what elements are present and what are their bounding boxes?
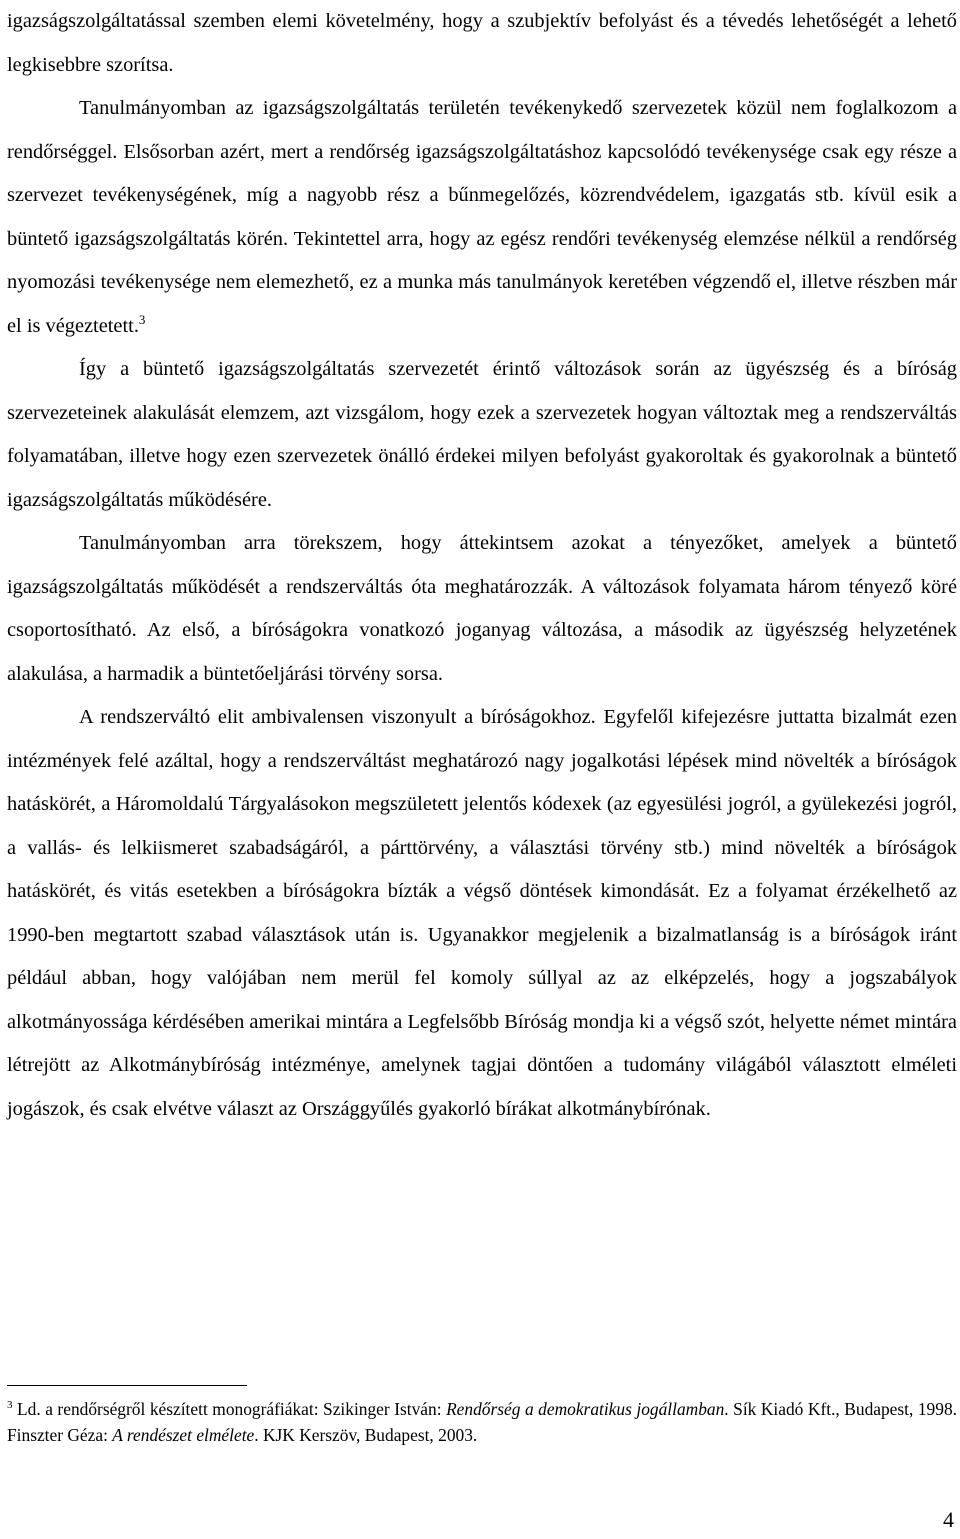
paragraph-text: Tanulmányomban arra törekszem, hogy áttekintsem azokat a tényezőket, amelyek a büntető igazságszolgáltatás működését a rendszerváltás óta meghatározzák. A változások folyamata három tényező köré csoportosítható. Az első, a bíróságokra vonatkozó joganyag változása, a második az ügyészség helyzetének alakulása, a harmadik a büntetőeljárási törvény sorsa.	[7, 532, 957, 685]
paragraph	[7, 522, 957, 696]
paragraph-text: A rendszerváltó elit ambivalensen viszonyult a bíróságokhoz. Egyfelől kifejezésre juttatta bizalmát ezen intézmények felé azáltal, hogy a rendszerváltást meghatározó nagy jogalkotási lépések mind növelték a bíróságok hatáskörét, a Háromoldalú Tárgyalásokon megszületett jelentős kódexek (az egyesülési jogról, a gyülekezési jogról, a vallás- és lelkiismeret szabadságáról, a párttörvény, a választási törvény stb.) mind növelték a bíróságok hatáskörét, és vitás esetekben a bíróságokra bízták a végső döntések kimondását. Ez a folyamat érzékelhető az 1990-ben megtartott szabad választások után is. Ugyanakkor megjelenik a bizalmatlanság is a bíróságok iránt például abban, hogy valójában nem merül fel komoly súllyal az az elképzelés, hogy a jogszabályok alkotmányossága kérdésében amerikai mintára a Legfelsőbb Bíróság mondja ki a végső szót, helyette német mintára létrejött az Alkotmánybíróság intézménye, amelynek tagjai döntően a tudomány világából választott elméleti jogászok, és csak elvétve választ az Országgyűlés gyakorló bírákat alkotmánybírónak.	[7, 706, 957, 1120]
paragraph	[7, 87, 957, 348]
footnote-book-title: Rendőrség a demokratikus jogállamban	[446, 1399, 725, 1419]
paragraph-continuation	[7, 0, 957, 87]
paragraph-text: Tanulmányomban az igazságszolgáltatás területén tevékenykedő szervezetek közül nem foglalkozom a rendőrséggel. Elsősorban azért, mert a rendőrség igazságszolgáltatáshoz kapcsolódó tevékenysége csak egy része a szervezet tevékenységének, míg a nagyobb rész a bűnmegelőzés, közrendvédelem, igazgatás stb. kívül esik a büntető igazságszolgáltatás körén. Tekintettel arra, hogy az egész rendőri tevékenység elemzése nélkül a rendőrség nyomozási tevékenysége nem elemezhető, ez a munka más tanulmányok keretében végzendő el, illetve részben már el is végeztetett.	[7, 97, 957, 337]
footnote-text: Ld. a rendőrségről készített monográfiákat: Szikinger István:	[17, 1399, 447, 1419]
paragraph	[7, 696, 957, 1131]
footnote-reference[interactable]: 3	[138, 311, 146, 327]
footnote-text: . Sík Kiadó Kft., Budapest, 1998. Finszter Géza:	[7, 1399, 957, 1445]
footnote-separator	[7, 1385, 247, 1386]
footnote-book-title: A rendészet elmélete	[112, 1425, 255, 1445]
document-page	[7, 0, 957, 1131]
footnote	[7, 1396, 957, 1448]
body-text	[7, 0, 957, 1131]
page-number: 4	[943, 1507, 954, 1532]
paragraph-text: igazságszolgáltatással szemben elemi követelmény, hogy a szubjektív befolyást és a tévedés lehetőségét a lehető legkisebbre szorítsa.	[7, 10, 957, 76]
paragraph-text: Így a büntető igazságszolgáltatás szervezetét érintő változások során az ügyészség és a bíróság szervezeteinek alakulását elemzem, azt vizsgálom, hogy ezek a szervezetek hogyan változtak meg a rendszerváltás folyamatában, illetve hogy ezen szervezetek önálló érdekei milyen befolyást gyakoroltak és gyakorolnak a büntető igazságszolgáltatás működésére.	[7, 358, 957, 511]
paragraph	[7, 348, 957, 522]
footnote-text: . KJK Kerszöv, Budapest, 2003.	[254, 1425, 478, 1445]
footnote-number: 3	[7, 1399, 13, 1411]
